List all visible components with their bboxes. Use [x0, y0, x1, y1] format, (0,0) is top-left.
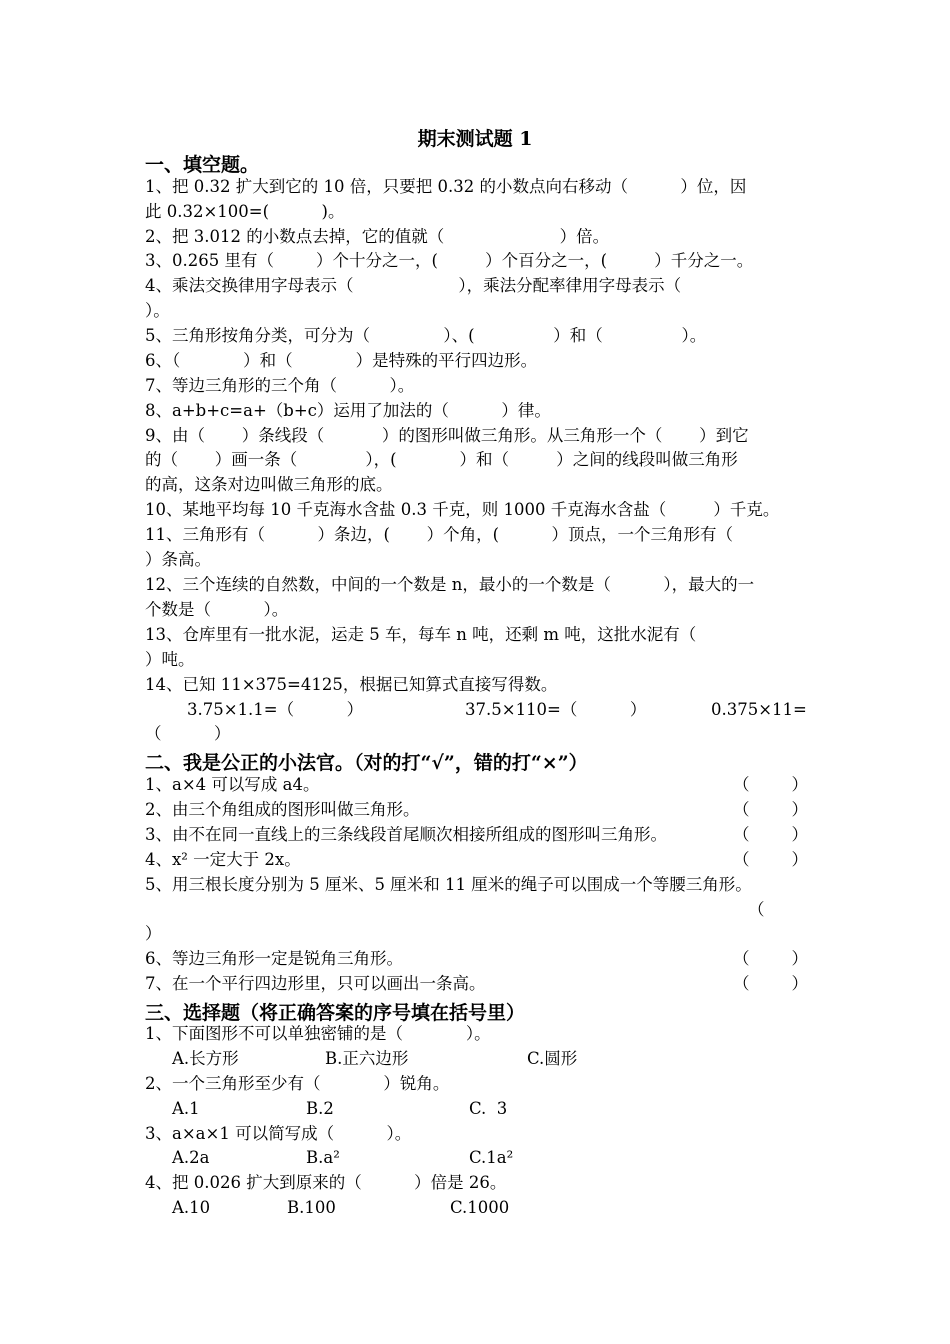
- choice-option-c: C.1000: [450, 1198, 510, 1217]
- section-heading-choice: 三、选择题（将正确答案的序号填在括号里）: [145, 1002, 526, 1024]
- tf-answer-blank: （ ）: [733, 825, 808, 844]
- tf-item: 1、a×4 可以写成 a4。: [145, 775, 320, 794]
- tf-item: 5、用三根长度分别为 5 厘米、5 厘米和 11 厘米的绳子可以围成一个等腰三角形。: [145, 875, 752, 894]
- question-line: ）。: [145, 301, 170, 320]
- choice-option-c: C.1a²: [469, 1148, 514, 1167]
- choice-option-a: A.10: [172, 1198, 211, 1217]
- tf-item: 4、x² 一定大于 2x。: [145, 850, 301, 869]
- tf-answer-blank: （ ）: [733, 974, 808, 993]
- question-line: 8、a+b+c=a+（b+c）运用了加法的（ ）律。: [145, 401, 551, 420]
- question-line: 的高，这条对边叫做三角形的底。: [145, 475, 393, 494]
- tf-item: 3、由不在同一直线上的三条线段首尾顺次相接所组成的图形叫三角形。: [145, 825, 667, 844]
- choice-option-c: C. 3: [469, 1099, 508, 1118]
- question-line: ）吨。: [145, 650, 195, 669]
- choice-option-b: B.2: [306, 1099, 334, 1118]
- choice-question: 1、下面图形不可以单独密铺的是（ ）。: [145, 1024, 491, 1043]
- question-line: 1、把 0.32 扩大到它的 10 倍，只要把 0.32 的小数点向右移动（ ）位，因: [145, 177, 747, 196]
- question-line: 4、乘法交换律用字母表示（ ），乘法分配率律用字母表示（: [145, 276, 682, 295]
- choice-option-a: A.1: [172, 1099, 200, 1118]
- question-line: 7、等边三角形的三个角（ ）。: [145, 376, 415, 395]
- tf-item: 6、等边三角形一定是锐角三角形。: [145, 949, 403, 968]
- calc-item-2: 37.5×110=（ ）: [465, 700, 647, 719]
- question-line: 13、仓库里有一批水泥，运走 5 车，每车 n 吨，还剩 m 吨，这批水泥有（: [145, 625, 697, 644]
- question-line: 10、某地平均每 10 千克海水含盐 0.3 千克，则 1000 千克海水含盐（ ）千克。: [145, 500, 780, 519]
- choice-option-a: A.长方形: [172, 1049, 239, 1068]
- question-line: 个数是（ ）。: [145, 600, 289, 619]
- tf-item: 2、由三个角组成的图形叫做三角形。: [145, 800, 420, 819]
- question-line: 12、三个连续的自然数，中间的一个数是 n，最小的一个数是（ ），最大的一: [145, 575, 755, 594]
- choice-question: 4、把 0.026 扩大到原来的（ ）倍是 26。: [145, 1173, 507, 1192]
- choice-option-b: B.100: [287, 1198, 336, 1217]
- tf-answer-blank: （ ）: [733, 850, 808, 869]
- choice-option-b: B.a²: [306, 1148, 340, 1167]
- question-line: 2、把 3.012 的小数点去掉，它的值就（ ）倍。: [145, 227, 610, 246]
- section-heading-fill-in: 一、填空题。: [145, 154, 260, 176]
- calc-item-3-blank: （ ）: [145, 724, 231, 743]
- tf-answer-blank: （ ）: [733, 949, 808, 968]
- tf-answer-open: （: [748, 900, 765, 919]
- choice-option-a: A.2a: [172, 1148, 210, 1167]
- calc-item-3: 0.375×11=: [711, 700, 807, 719]
- page-title: 期末测试题 1: [417, 128, 533, 150]
- tf-answer-blank: （ ）: [733, 775, 808, 794]
- question-line: 5、三角形按角分类，可分为（ ）、( ）和（ ）。: [145, 326, 707, 345]
- tf-item: 7、在一个平行四边形里，只可以画出一条高。: [145, 974, 486, 993]
- question-line: 此 0.32×100=( )。: [145, 202, 345, 221]
- question-line: ）条高。: [145, 550, 211, 569]
- tf-answer-close: ）: [145, 924, 162, 943]
- choice-question: 3、a×a×1 可以简写成（ ）。: [145, 1124, 412, 1143]
- question-line: 14、已知 11×375=4125，根据已知算式直接写得数。: [145, 675, 558, 694]
- choice-option-b: B.正六边形: [325, 1049, 409, 1068]
- section-heading-true-false: 二、我是公正的小法官。（对的打“√”，错的打“×”）: [145, 752, 588, 774]
- tf-answer-blank: （ ）: [733, 800, 808, 819]
- choice-question: 2、一个三角形至少有（ ）锐角。: [145, 1074, 450, 1093]
- question-line: 的（ ）画一条（ ），( ）和（ ）之间的线段叫做三角形: [145, 450, 738, 469]
- question-line: 3、0.265 里有（ ）个十分之一，( ）个百分之一，( ）千分之一。: [145, 251, 754, 270]
- question-line: 9、由（ ）条线段（ ）的图形叫做三角形。从三角形一个（ ）到它: [145, 426, 749, 445]
- choice-option-c: C.圆形: [527, 1049, 578, 1068]
- calc-item-1: 3.75×1.1=（ ）: [187, 700, 364, 719]
- question-line: 11、三角形有（ ）条边，( ）个角，( ）顶点，一个三角形有（: [145, 525, 733, 544]
- question-line: 6、（ ）和（ ）是特殊的平行四边形。: [145, 351, 538, 370]
